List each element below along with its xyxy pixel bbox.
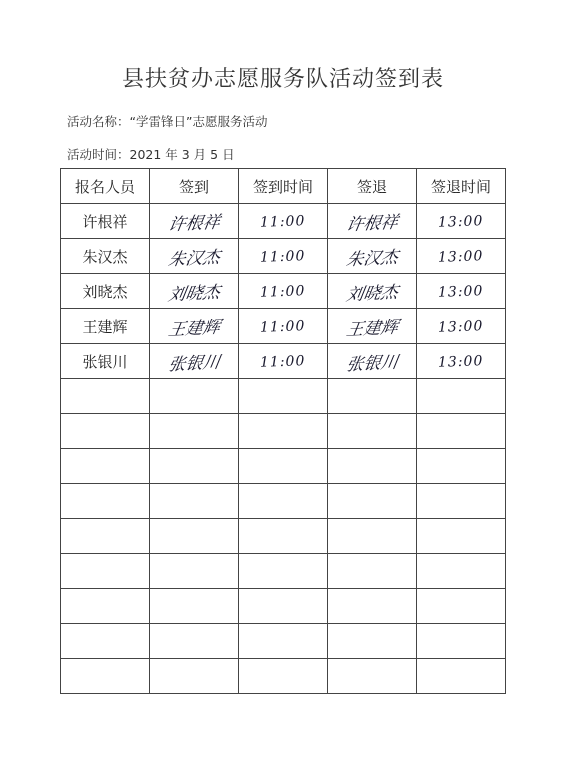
empty-cell (239, 379, 328, 414)
empty-cell (150, 449, 239, 484)
sign-in-signature (150, 274, 239, 309)
empty-row (61, 379, 506, 414)
empty-cell (328, 484, 417, 519)
document-title: 县扶贫办志愿服务队活动签到表 (121, 67, 444, 92)
empty-cell (417, 554, 506, 589)
handwritten-signature: 朱汉杰 (344, 247, 399, 270)
sign-in-time (239, 239, 328, 274)
sign-in-signature (150, 344, 239, 379)
empty-cell (61, 519, 150, 554)
empty-cell (61, 659, 150, 694)
handwritten-time: 11:00 (260, 283, 306, 301)
participant-name: 刘晓杰 (61, 274, 150, 309)
empty-row (61, 589, 506, 624)
handwritten-signature: 许根祥 (344, 212, 399, 235)
column-header-sign-out-time: 签退时间 (417, 169, 506, 204)
empty-row (61, 659, 506, 694)
column-header-name: 报名人员 (61, 169, 150, 204)
empty-cell (417, 414, 506, 449)
sign-out-signature (328, 344, 417, 379)
empty-cell (150, 519, 239, 554)
handwritten-time: 11:00 (260, 318, 306, 336)
empty-cell (61, 449, 150, 484)
handwritten-signature: 刘晓杰 (166, 282, 221, 305)
handwritten-time: 13:00 (438, 353, 484, 371)
sign-out-time (417, 204, 506, 239)
column-header-sign-in: 签到 (150, 169, 239, 204)
sign-out-signature (328, 274, 417, 309)
sign-in-signature (150, 239, 239, 274)
empty-cell (328, 589, 417, 624)
empty-cell (417, 379, 506, 414)
empty-cell (61, 624, 150, 659)
empty-cell (150, 589, 239, 624)
sign-in-time (239, 204, 328, 239)
empty-row (61, 484, 506, 519)
empty-cell (417, 624, 506, 659)
empty-cell (328, 624, 417, 659)
empty-cell (328, 414, 417, 449)
table-row (61, 344, 506, 379)
table-row (61, 274, 506, 309)
empty-cell (150, 624, 239, 659)
sign-out-time (417, 309, 506, 344)
sign-out-time (417, 239, 506, 274)
empty-cell (150, 554, 239, 589)
table-row (61, 309, 506, 344)
empty-cell (61, 379, 150, 414)
sign-in-time (239, 274, 328, 309)
empty-row (61, 414, 506, 449)
sign-in-table (60, 168, 506, 694)
empty-cell (328, 449, 417, 484)
empty-row (61, 624, 506, 659)
empty-cell (239, 484, 328, 519)
participant-name: 王建辉 (61, 309, 150, 344)
handwritten-time: 13:00 (438, 248, 484, 266)
empty-cell (239, 449, 328, 484)
column-header-sign-in-time: 签到时间 (239, 169, 328, 204)
empty-cell (328, 659, 417, 694)
sign-in-time (239, 344, 328, 379)
participant-name: 朱汉杰 (61, 239, 150, 274)
handwritten-signature: 王建辉 (166, 317, 221, 340)
sign-in-time (239, 309, 328, 344)
handwritten-signature: 张银川 (166, 352, 221, 375)
handwritten-time: 11:00 (260, 248, 306, 266)
participant-name: 张银川 (61, 344, 150, 379)
handwritten-signature: 张银川 (344, 352, 399, 375)
empty-row (61, 449, 506, 484)
sign-out-time (417, 274, 506, 309)
empty-cell (150, 484, 239, 519)
empty-cell (417, 519, 506, 554)
empty-cell (417, 449, 506, 484)
empty-cell (239, 554, 328, 589)
handwritten-signature: 刘晓杰 (344, 282, 399, 305)
handwritten-time: 13:00 (438, 213, 484, 231)
empty-cell (417, 659, 506, 694)
empty-cell (61, 589, 150, 624)
handwritten-time: 11:00 (260, 213, 306, 231)
activity-name: 活动名称：“学雷锋日”志愿服务活动 (67, 114, 268, 129)
empty-cell (61, 414, 150, 449)
empty-cell (239, 589, 328, 624)
empty-cell (417, 589, 506, 624)
empty-cell (328, 379, 417, 414)
sign-in-signature (150, 309, 239, 344)
empty-row (61, 554, 506, 589)
activity-time: 活动时间：2021 年 3 月 5 日 (67, 147, 235, 162)
empty-cell (417, 484, 506, 519)
sign-out-time (417, 344, 506, 379)
handwritten-signature: 朱汉杰 (166, 247, 221, 270)
empty-cell (239, 659, 328, 694)
handwritten-time: 11:00 (260, 353, 306, 371)
table-row (61, 239, 506, 274)
empty-cell (150, 379, 239, 414)
participant-name: 许根祥 (61, 204, 150, 239)
sign-in-signature (150, 204, 239, 239)
handwritten-signature: 许根祥 (166, 212, 221, 235)
empty-cell (150, 659, 239, 694)
sign-out-signature (328, 309, 417, 344)
empty-cell (61, 554, 150, 589)
empty-cell (150, 414, 239, 449)
empty-cell (239, 624, 328, 659)
table-header-row (61, 169, 506, 204)
table-row (61, 204, 506, 239)
column-header-sign-out: 签退 (328, 169, 417, 204)
sign-out-signature (328, 204, 417, 239)
empty-cell (61, 484, 150, 519)
handwritten-time: 13:00 (438, 318, 484, 336)
sign-out-signature (328, 239, 417, 274)
empty-cell (239, 519, 328, 554)
empty-cell (328, 519, 417, 554)
empty-cell (328, 554, 417, 589)
empty-cell (239, 414, 328, 449)
empty-row (61, 519, 506, 554)
handwritten-signature: 王建辉 (344, 317, 399, 340)
handwritten-time: 13:00 (438, 283, 484, 301)
